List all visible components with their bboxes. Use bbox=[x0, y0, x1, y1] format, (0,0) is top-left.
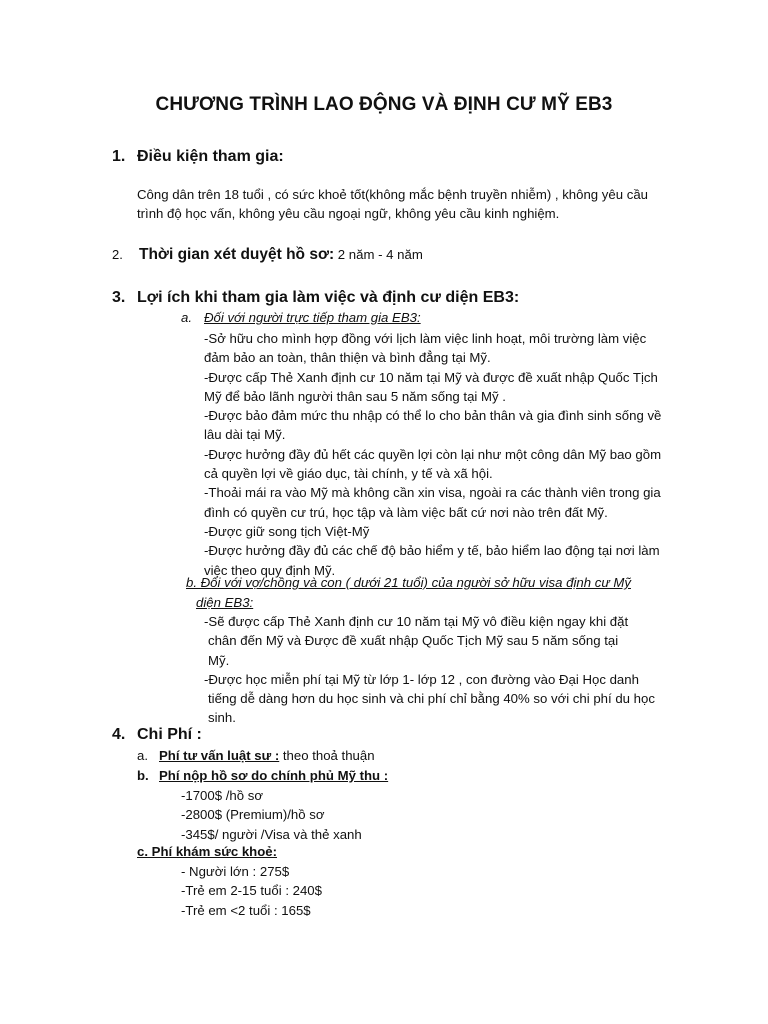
section-3a-line: -Được giữ song tịch Việt-Mỹ bbox=[204, 523, 370, 539]
section-1-heading bbox=[112, 148, 284, 166]
section-4b-line: -345$/ người /Visa và thẻ xanh bbox=[181, 826, 362, 842]
section-3b-line: tiếng dễ dàng hơn du học sinh và chi phí chỉ bằng 40% so với chi phí du học bbox=[208, 691, 655, 707]
section-4b-line: -1700$ /hồ sơ bbox=[181, 788, 263, 803]
section-3a-list bbox=[204, 329, 661, 580]
section-4c-title: c. Phí khám sức khoẻ: bbox=[137, 844, 278, 859]
section-4-title: Chi Phí : bbox=[137, 726, 202, 743]
section-4a-label: a. bbox=[137, 748, 148, 763]
section-3b-line: chân đến Mỹ và Được đề xuất nhập Quốc Tịch Mỹ sau 5 năm sống tại bbox=[208, 633, 619, 649]
section-3a-title: Đối với người trực tiếp tham gia EB3: bbox=[204, 310, 421, 325]
section-3-number: 3. bbox=[112, 289, 126, 306]
section-3a-line: -Sở hữu cho mình hợp đồng với lịch làm việc linh hoạt, môi trường làm việc bbox=[204, 331, 647, 346]
section-3a-line: lâu dài tại Mỹ. bbox=[204, 427, 286, 443]
section-1-paragraph bbox=[137, 185, 648, 224]
document-title: CHƯƠNG TRÌNH LAO ĐỘNG VÀ ĐỊNH CƯ MỸ EB3 bbox=[155, 94, 613, 115]
section-4b-list bbox=[181, 786, 362, 844]
section-4a-value: theo thoả thuận bbox=[279, 748, 375, 763]
section-3b-line: -Sẽ được cấp Thẻ Xanh định cư 10 năm tại Mỹ vô điều kiện ngay khi đặt bbox=[204, 614, 629, 629]
section-3b-title-line-1: b. Đối với vợ/chồng và con ( dưới 21 tuổi) của người sở hữu visa định cư Mỹ bbox=[186, 575, 631, 590]
section-3b-line: -Được học miễn phí tại Mỹ từ lớp 1- lớp 12 , con đường vào Đại Học danh bbox=[204, 671, 639, 687]
section-3a-line: đảm bảo an toàn, thân thiện và bình đẳng tại Mỹ. bbox=[204, 350, 491, 366]
section-4-heading bbox=[112, 726, 202, 744]
section-3-heading bbox=[112, 289, 519, 307]
section-3a-line: -Được cấp Thẻ Xanh định cư 10 năm tại Mỹ và được đề xuất nhập Quốc Tịch bbox=[204, 369, 658, 385]
section-4a-title: Phí tư vấn luật sư : bbox=[159, 748, 280, 763]
section-4c-line: -Trẻ em <2 tuổi : 165$ bbox=[181, 902, 311, 918]
section-1-title: Điều kiện tham gia: bbox=[137, 148, 284, 165]
section-3a-line: -Được bảo đảm mức thu nhập có thể lo cho bản thân và gia đình sinh sống về bbox=[204, 408, 662, 424]
section-4c-line: - Người lớn : 275$ bbox=[181, 864, 290, 879]
section-2-number: 2. bbox=[112, 247, 123, 262]
section-4b bbox=[137, 768, 388, 783]
section-1-number: 1. bbox=[112, 148, 126, 165]
section-4b-line: -2800$ (Premium)/hồ sơ bbox=[181, 807, 325, 823]
section-3a-line: Mỹ để bảo lãnh người thân sau 5 năm sống tại Mỹ . bbox=[204, 388, 506, 404]
section-2-heading bbox=[112, 246, 423, 264]
section-3-title: Lợi ích khi tham gia làm việc và định cư diện EB3: bbox=[137, 289, 520, 306]
section-2-title: Thời gian xét duyệt hồ sơ: bbox=[139, 246, 335, 263]
section-3a-line: -Được hưởng đầy đủ các chế độ bảo hiểm y tế, bảo hiểm lao động tại nơi làm bbox=[204, 543, 660, 559]
section-4-number: 4. bbox=[112, 726, 126, 743]
section-3b-title-line-2: diện EB3: bbox=[196, 595, 254, 610]
section-3b-line: Mỹ. bbox=[208, 652, 230, 668]
section-3b-list bbox=[204, 612, 655, 728]
section-3a-line: đình có quyền cư trú, học tập và làm việc bất cứ nơi nào trên đất Mỹ. bbox=[204, 504, 608, 520]
section-3b-line: sinh. bbox=[208, 710, 236, 726]
section-3a-line: cả quyền lợi về giáo dục, tài chính, y tế và xã hội. bbox=[204, 466, 493, 482]
section-4a bbox=[137, 748, 375, 763]
section-1-line: trình độ học vấn, không yêu cầu ngoại ngữ, không yêu cầu kinh nghiệm. bbox=[137, 206, 560, 222]
section-1-line: Công dân trên 18 tuổi , có sức khoẻ tốt(không mắc bệnh truyền nhiễm) , không yêu cầu bbox=[137, 187, 648, 202]
section-4c-line: -Trẻ em 2-15 tuổi : 240$ bbox=[181, 883, 322, 899]
section-3a-line: -Thoải mái ra vào Mỹ mà không cần xin visa, ngoài ra các thành viên trong gia bbox=[204, 485, 661, 501]
section-3a-line: việc theo quy định Mỹ. bbox=[204, 562, 336, 578]
section-3a-line: -Được hưởng đầy đủ hết các quyền lợi còn lại như một công dân Mỹ bao gồm bbox=[204, 446, 662, 462]
section-4b-title: Phí nộp hồ sơ do chính phủ Mỹ thu : bbox=[159, 768, 389, 783]
section-2-value: 2 năm - 4 năm bbox=[334, 247, 423, 262]
section-4c-list bbox=[181, 862, 322, 920]
section-4b-label: b. bbox=[137, 768, 149, 783]
section-3a-label: a. bbox=[181, 310, 192, 325]
